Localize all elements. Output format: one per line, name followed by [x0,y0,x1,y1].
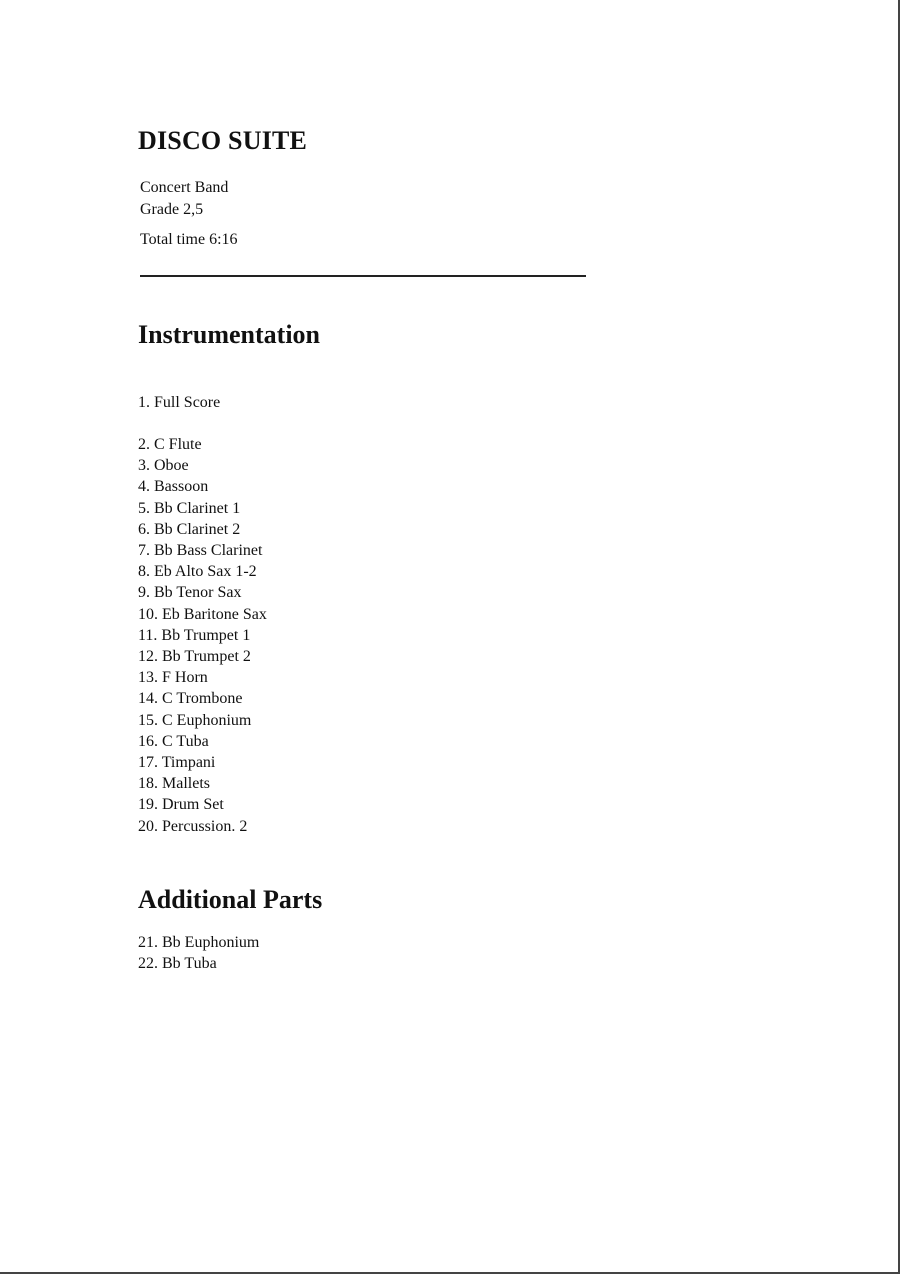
list-item: 19. Drum Set [138,796,224,814]
list-item: 9. Bb Tenor Sax [138,584,242,602]
list-item-full-score: 1. Full Score [138,394,221,411]
list-item: 15. C Euphonium [138,711,252,729]
list-item: 3. Oboe [138,457,189,475]
list-item: 10. Eb Baritone Sax [138,605,267,623]
list-item: 12. Bb Trumpet 2 [138,648,251,666]
additional-parts-list [138,932,259,974]
instrumentation-heading: Instrumentation [138,320,321,349]
list-item: 4. Bassoon [138,478,209,496]
score-list [138,392,220,413]
list-item: 6. Bb Clarinet 2 [138,520,241,538]
list-item: 13. F Horn [138,669,208,687]
list-item: 22. Bb Tuba [138,955,217,973]
list-item: 16. C Tuba [138,732,209,750]
list-item: 20. Percussion. 2 [138,817,248,835]
list-item: 14. C Trombone [138,690,243,708]
list-item: 21. Bb Euphonium [138,934,260,951]
divider-rule [140,275,586,277]
list-item: 17. Timpani [138,754,216,772]
list-item: 5. Bb Clarinet 1 [138,499,241,517]
total-time-label: Total time 6:16 [140,231,238,248]
instrumentation-list [138,434,267,837]
list-item: 2. C Flute [138,436,202,453]
grade-label: Grade 2,5 [140,201,204,218]
list-item: 8. Eb Alto Sax 1-2 [138,563,257,581]
list-item: 18. Mallets [138,775,210,793]
ensemble-label: Concert Band [140,179,229,196]
document-title: DISCO SUITE [138,126,308,155]
list-item: 11. Bb Trumpet 1 [138,626,251,644]
additional-parts-heading: Additional Parts [138,885,323,914]
list-item: 7. Bb Bass Clarinet [138,542,263,560]
